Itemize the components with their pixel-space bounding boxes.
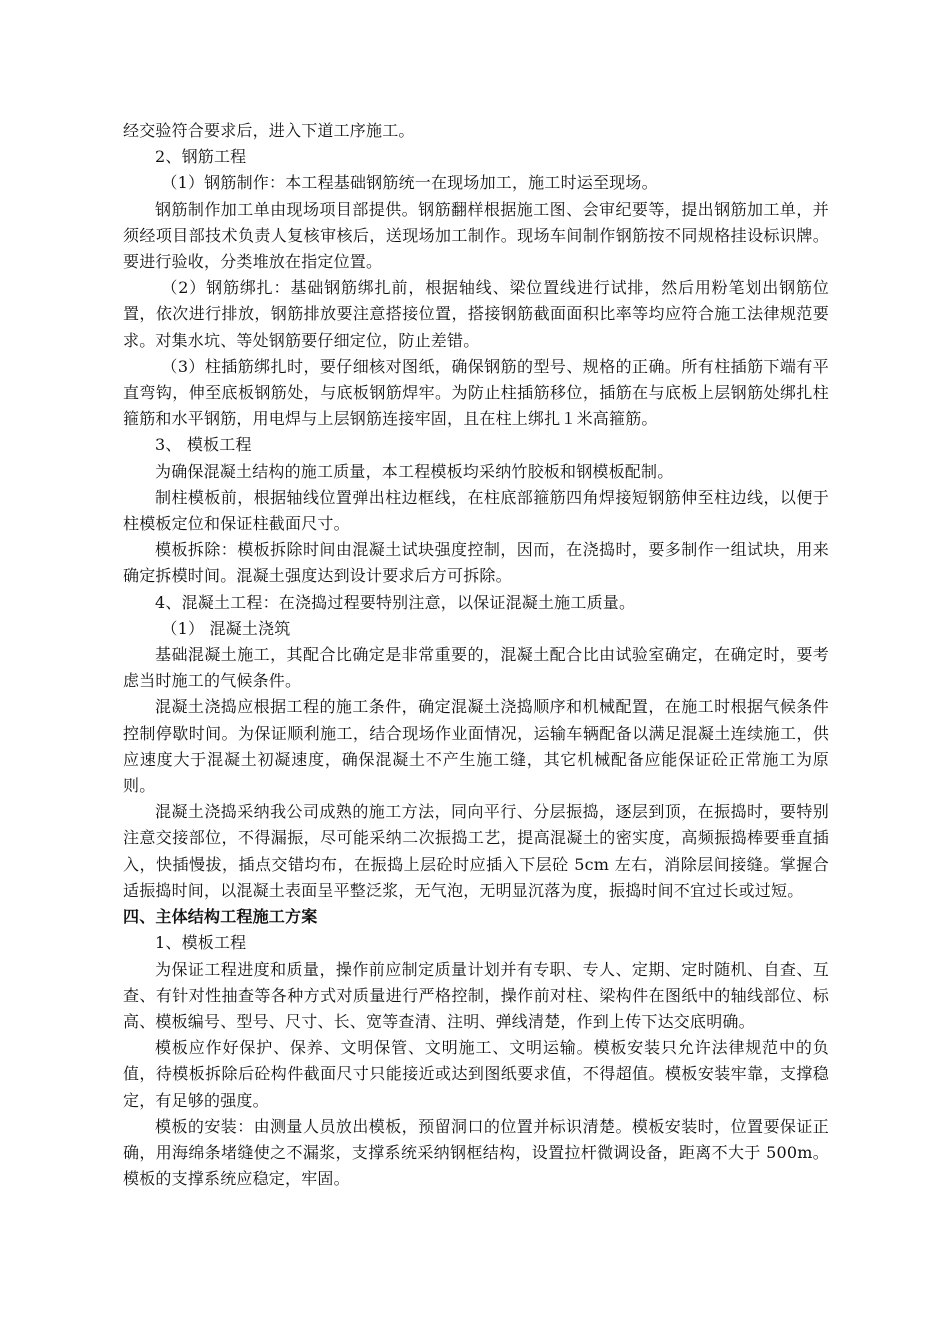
- paragraph: 经交验符合要求后，进入下道工序施工。: [123, 121, 415, 140]
- chapter-heading: 四、主体结构工程施工方案: [123, 907, 318, 927]
- paragraph: 制柱模板前，根据轴线位置弹出柱边框线，在柱底部箍筋四角焊接短钢筋伸至柱边线，以便于柱模板定位和保证柱截面尺寸。: [123, 487, 829, 534]
- paragraph: 为保证工程进度和质量，操作前应制定质量计划并有专职、专人、定期、定时随机、自查、互查、有针对性抽查等各种方式对质量进行严格控制，操作前对柱、梁构件在图纸中的轴线部位、标高、模板编号、型号、尺寸、长、宽等查清、注明、弹线清楚，作到上传下达交底明确。: [123, 959, 829, 1031]
- paragraph: 混凝土浇捣采纳我公司成熟的施工方法，同向平行、分层振捣，逐层到顶，在振捣时，要特别注意交接部位，不得漏振，尽可能采纳二次振捣工艺，提高混凝土的密实度，高频振捣棒要垂直插入，快插慢拔，插点交错均布，在振捣上层砼时应插入下层砼 5cm 左右，消除层间接缝。掌握合适振捣时间，以混凝土表面呈平整泛浆，无气泡，无明显沉落为度，振捣时间不宜过长或过短。: [123, 802, 829, 900]
- paragraph: （1）钢筋制作：本工程基础钢筋统一在现场加工，施工时运至现场。: [161, 173, 658, 193]
- section-title-concrete: 4、混凝土工程：在浇捣过程要特别注意，以保证混凝土施工质量。: [155, 592, 636, 612]
- paragraph: 模板拆除：模板拆除时间由混凝土试块强度控制，因而，在浇捣时，要多制作一组试块，用来确定拆模时间。混凝土强度达到设计要求后方可拆除。: [123, 540, 829, 586]
- paragraph: （2）钢筋绑扎：基础钢筋绑扎前，根据轴线、梁位置线进行试排，然后用粉笔划出钢筋位置，依次进行排放，钢筋排放要注意搭接位置，搭接钢筋截面面积比率等均应符合施工法律规范要求。对集水坑、等处钢筋要仔细定位，防止差错。: [123, 278, 829, 350]
- paragraph: 模板的安装：由测量人员放出模板，预留洞口的位置并标识清楚。模板安装时，位置要保证正确，用海绵条堵缝使之不漏浆，支撑系统采纳钢框结构，设置拉杆微调设备，距离不大于 500m。模板的支撑系统应稳定，牢固。: [123, 1116, 829, 1189]
- section-title-rebar: 2、钢筋工程: [155, 147, 247, 167]
- section-title-formwork: 3、 模板工程: [155, 435, 252, 455]
- paragraph: 模板应作好保护、保养、文明保管、文明施工、文明运输。模板安装只允许法律规范中的负值，待模板拆除后砼构件截面尺寸只能接近或达到图纸要求值，不得超值。模板安装牢靠，支撑稳定，有足够的强度。: [123, 1038, 829, 1110]
- paragraph: （3）柱插筋绑扎时，要仔细核对图纸，确保钢筋的型号、规格的正确。所有柱插筋下端有平直弯钩，伸至底板钢筋处，与底板钢筋焊牢。为防止柱插筋移位，插筋在与底板上层钢筋处绑扎柱箍筋和水平钢筋，用电焊与上层钢筋连接牢固，且在柱上绑扎１米高箍筋。: [123, 356, 829, 429]
- paragraph: 混凝土浇捣应根据工程的施工条件，确定混凝土浇捣顺序和机械配置，在施工时根据气候条件控制停歇时间。为保证顺利施工，结合现场作业面情况，运输车辆配备以满足混凝土连续施工，供应速度大于混凝土初凝速度，确保混凝土不产生施工缝，其它机械配备应能保证砼正常施工为原则。: [123, 697, 829, 796]
- paragraph: 钢筋制作加工单由现场项目部提供。钢筋翻样根据施工图、会审纪要等，提出钢筋加工单，并须经项目部技术负责人复核审核后，送现场加工制作。现场车间制作钢筋按不同规格挂设标识牌。要进行验收，分类堆放在指定位置。: [123, 199, 829, 272]
- document-body: [123, 118, 829, 1192]
- subsection-title-pouring: （1） 混凝土浇筑: [161, 618, 291, 638]
- paragraph: 为确保混凝土结构的施工质量，本工程模板均采纳竹胶板和钢模板配制。: [155, 461, 674, 481]
- paragraph: 基础混凝土施工，其配合比确定是非常重要的，混凝土配合比由试验室确定，在确定时，要考虑当时施工的气候条件。: [123, 645, 829, 691]
- section-title-formwork-main: 1、模板工程: [155, 933, 247, 953]
